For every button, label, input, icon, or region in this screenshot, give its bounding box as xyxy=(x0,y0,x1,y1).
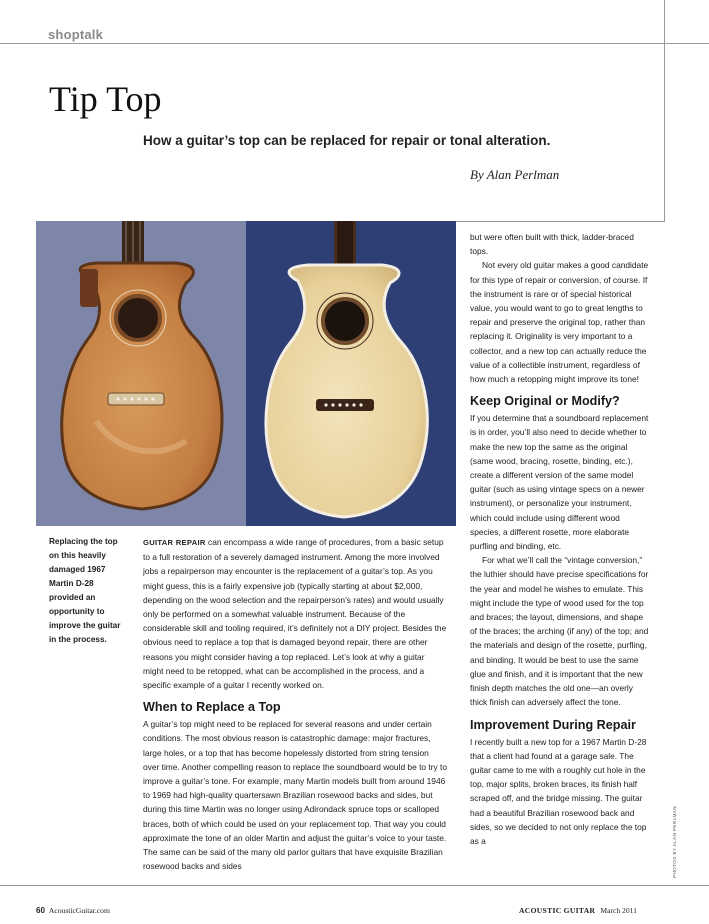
section-tag: shoptalk xyxy=(48,27,104,42)
top-rule xyxy=(0,43,709,44)
lead-in: GUITAR REPAIR xyxy=(143,538,206,547)
paragraph-candidate: Not every old guitar makes a good candidate for this type of repair or conversion, of course. If the instrument is rare or of special historical value, you would want to go to great lengths to repair and preserve the original top, rather than replacing it. Originality is very important to a collector, and a new top can actually reduce the value of a collectible instrument, regardless of how much a retopping might improve its tone! xyxy=(470,260,649,385)
article-column-main xyxy=(143,535,447,873)
heading-keep-original: Keep Original or Modify? xyxy=(470,394,620,409)
paragraph-vintage-conversion: For what we’ll call the “vintage conversion,” the luthier should have precise specifications for the year and model he wishes to emulate. This might include the type of wood used for the top and braces; the layout, dimensions, and shape of the braces; the arching (if any) of the top; and the materials and design of the rosette, purfling, and binding. It would be best to use the same glue and finish, and it is important that the new finish depth matches the old one—an overly thick finish can adversely affect the tone. xyxy=(470,555,649,708)
article-title: Tip Top xyxy=(49,79,162,119)
article-column-right xyxy=(470,230,650,848)
photo-caption: Replacing the top on this heavily damaged 1967 Martin D-28 provided an opportunity to improve the guitar in the process. xyxy=(49,537,121,644)
footer-left xyxy=(36,906,110,915)
page-number: 60 xyxy=(36,906,45,915)
footer-rule xyxy=(0,885,709,886)
paragraph-improvement: I recently built a new top for a 1967 Martin D-28 that a client had found at a garage sale. The guitar came to me with a roughly cut hole in the top, major splits, broken braces, its finish half scraped off, and the bridge missing. The guitar had a beautiful Brazilian rosewood back and sides, so we decided to not only replace the top as a xyxy=(470,736,647,846)
photo-credit: PHOTOS BY ALAN PERLMAN xyxy=(672,806,677,878)
heading-improvement: Improvement During Repair xyxy=(470,717,636,732)
paragraph-replacement: If you determine that a soundboard replacement is in order, you’ll also need to decide whether to make the new top the same as the original (same wood, bracing, rosette, binding, etc.), create a different version of the same model guitar (such as using vintage specs on a newer instrument), or personalize your instrument, which could include using different wood species, a different rosette, more elaborate purfling and binding, etc. xyxy=(470,413,649,552)
footer-right xyxy=(519,906,637,915)
footer-magazine: ACOUSTIC GUITAR xyxy=(519,906,596,915)
paragraph-when-to-replace: A guitar’s top might need to be replaced for several reasons and under certain conditions. The most obvious reason is catastrophic damage: major fractures, large holes, or a top that has become hopelessly distorted from string tension over time. Another compelling reason to replace the soundboard would be to try to improve a guitar’s tone. For example, many Martin models built from around 1946 to 1969 had high-quality quartersawn Brazilian rosewood backs and sides, but during this time Martin was no longer using Adirondack spruce tops or scalloped braces, both of which could be used on your replacement top. That way you could approximate the tone of an older Martin and adjust the guitar’s voice to your taste. The same can be said of the many old parlor guitars that have exquisite Brazilian rosewood backs and sides xyxy=(143,719,448,872)
header-right-rule xyxy=(664,0,665,221)
guitar-photo xyxy=(36,221,456,526)
guitars-illustration xyxy=(36,221,456,526)
paragraph-continued: but were often built with thick, ladder-braced tops. xyxy=(470,232,634,257)
heading-when-to-replace: When to Replace a Top xyxy=(143,700,281,715)
intro-text: can encompass a wide range of procedures, from a basic setup to a full restoration of a severely damaged instrument. Among the more involved jobs a repairperson may encounter is the replacement of a guitar’s top. As you might guess, this is a fairly expensive job (typically starting at about $2,000, depending on the wood selection and the repairperson’s rates) and would usually only be performed on a somewhat valuable instrument. Because of the considerable skill and tooling required, it’s definitely not a DIY project. Besides the obvious need to replace a top that is damaged beyond repair, there are other reasons you might consider having a top replaced. Let’s look at why a guitar might need to be retopped, what can be accomplished in the process, and a specific example of a guitar I recently worked on. xyxy=(143,537,447,691)
byline: By Alan Perlman xyxy=(470,167,560,182)
footer-issue: March 2011 xyxy=(600,906,637,915)
article-deck: How a guitar’s top can be replaced for repair or tonal alteration. xyxy=(143,133,551,148)
intro-paragraph xyxy=(143,535,447,692)
footer-site: AcousticGuitar.com xyxy=(48,906,110,915)
